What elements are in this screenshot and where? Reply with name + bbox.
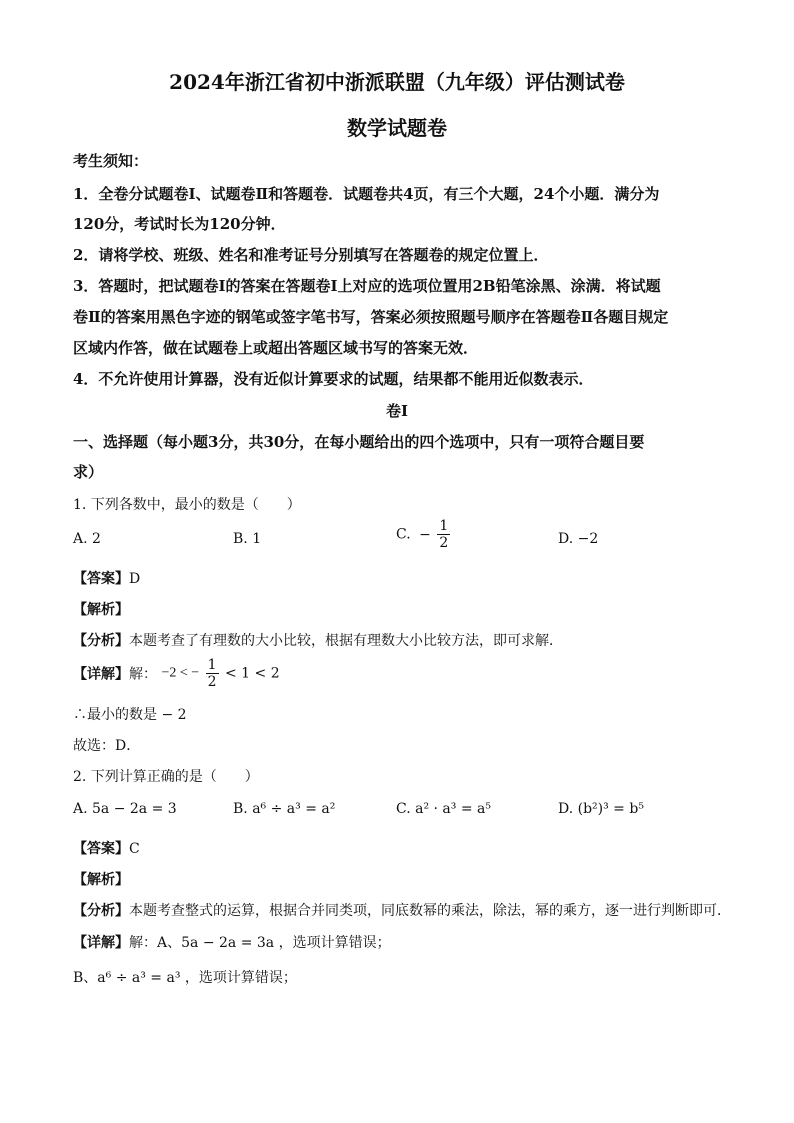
question-2-stem: 2. 下列计算正确的是（ ） bbox=[73, 769, 259, 785]
detail-text: 解：A、5a − 2a = 3a ，选项计算错误； bbox=[129, 935, 391, 951]
question-2-option-d: D. (b²)³ = b⁵ bbox=[558, 801, 644, 817]
option-c-sign: − bbox=[419, 526, 431, 543]
question-1-answer bbox=[73, 568, 140, 588]
question-2-detail-b: B、a⁶ ÷ a³ = a³ ，选项计算错误； bbox=[73, 970, 297, 986]
fenxi-tag: 【分析】 bbox=[73, 633, 129, 649]
question-1-detail bbox=[73, 658, 280, 689]
question-2-option-c: C. a² · a³ = a⁵ bbox=[396, 801, 491, 817]
answer-tag: 【答案】 bbox=[73, 571, 129, 587]
section-heading-line-1: 一、选择题（每小题3分，共30分，在每小题给出的四个选项中，只有一项符合题目要 bbox=[73, 433, 645, 451]
question-2-analysis-tag: 【解析】 bbox=[73, 872, 129, 888]
question-1-option-b: B. 1 bbox=[233, 531, 262, 547]
fraction-denominator: 2 bbox=[439, 535, 449, 551]
detail-fraction bbox=[206, 658, 219, 689]
detail-tag: 【详解】 bbox=[73, 935, 129, 951]
question-2-answer bbox=[73, 838, 140, 858]
notice-item-1-line-1: 1．全卷分试题卷Ⅰ、试题卷Ⅱ和答题卷．试题卷共4页，有三个大题，24个小题．满分为 bbox=[73, 185, 660, 203]
notice-item-3-line-3: 区域内作答，做在试题卷上或超出答题区域书写的答案无效． bbox=[73, 339, 479, 357]
question-1-conclusion: ∴最小的数是 − 2 bbox=[73, 707, 187, 723]
fenxi-text: 本题考查了有理数的大小比较，根据有理数大小比较方法，即可求解． bbox=[129, 633, 563, 649]
fraction-numerator: 1 bbox=[207, 657, 217, 673]
answer-value: D bbox=[129, 571, 141, 587]
notice-item-4: 4．不允许使用计算器，没有近似计算要求的试题，结果都不能用近似数表示． bbox=[73, 370, 594, 388]
notice-item-3-line-1: 3．答题时，把试题卷Ⅰ的答案在答题卷Ⅰ上对应的选项位置用2B铅笔涂黑、涂满．将试题 bbox=[73, 277, 661, 295]
notice-item-1-line-2: 120分，考试时长为120分钟． bbox=[73, 215, 286, 233]
question-1-stem: 1. 下列各数中，最小的数是（ ） bbox=[73, 497, 301, 513]
answer-value: C bbox=[129, 841, 140, 857]
question-1-choice: 故选：D． bbox=[73, 738, 141, 754]
notice-item-2: 2．请将学校、班级、姓名和准考证号分别填写在答题卷的规定位置上． bbox=[73, 246, 549, 264]
question-2-detail-a bbox=[73, 932, 391, 952]
question-1-option-c bbox=[396, 519, 452, 550]
question-1-option-a: A. 2 bbox=[73, 531, 101, 547]
detail-tag: 【详解】 bbox=[73, 666, 129, 683]
section-heading-line-2: 求） bbox=[73, 463, 104, 481]
detail-inequality-right: < 1 < 2 bbox=[224, 665, 280, 682]
option-c-label: C. bbox=[396, 526, 411, 543]
detail-inequality-left: −2 < − bbox=[161, 665, 200, 681]
volume-heading: 卷Ⅰ bbox=[385, 402, 409, 420]
fraction-numerator: 1 bbox=[439, 518, 449, 534]
question-2-fenxi bbox=[73, 900, 731, 920]
answer-tag: 【答案】 bbox=[73, 841, 129, 857]
fenxi-text: 本题考查整式的运算，根据合并同类项，同底数幂的乘法，除法，幂的乘方，逐一进行判断即可． bbox=[129, 903, 731, 919]
question-1-option-d: D. −2 bbox=[558, 531, 599, 547]
question-1-fenxi bbox=[73, 630, 563, 650]
notice-heading: 考生须知： bbox=[73, 152, 149, 170]
fenxi-tag: 【分析】 bbox=[73, 903, 129, 919]
detail-prefix: 解： bbox=[129, 666, 157, 683]
question-2-option-b: B. a⁶ ÷ a³ = a² bbox=[233, 801, 336, 817]
notice-item-3-line-2: 卷Ⅱ的答案用黑色字迹的钢笔或签字笔书写，答案必须按照题号顺序在答题卷Ⅱ各题目规定 bbox=[73, 308, 669, 326]
question-2-option-a: A. 5a − 2a = 3 bbox=[73, 801, 177, 817]
fraction-denominator: 2 bbox=[207, 674, 217, 690]
page-subtitle: 数学试题卷 bbox=[347, 116, 447, 140]
question-1-analysis-tag: 【解析】 bbox=[73, 602, 129, 618]
option-c-fraction bbox=[437, 519, 450, 550]
page-title: 2024年浙江省初中浙派联盟（九年级）评估测试卷 bbox=[169, 70, 625, 94]
